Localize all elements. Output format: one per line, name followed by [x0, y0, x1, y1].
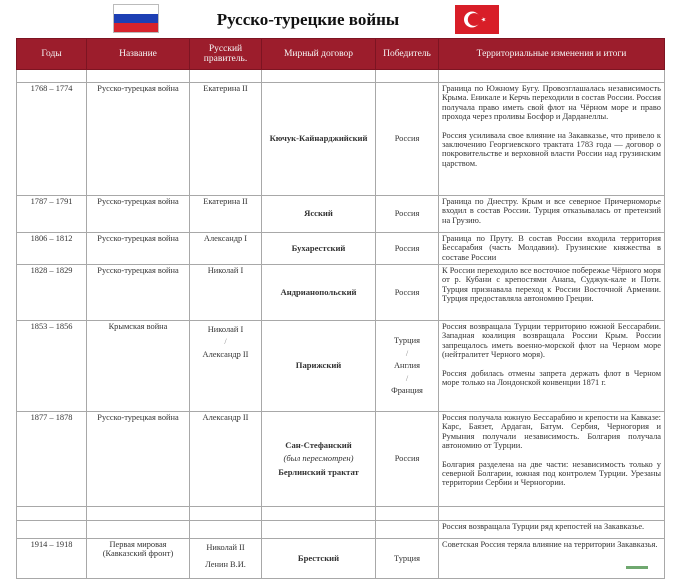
cell-treaty: Ясский: [262, 196, 376, 233]
winner-name: Турция: [394, 336, 420, 346]
treaty-name: Сан-Стефанский: [285, 439, 352, 450]
results-paragraph: К России переходило все восточное побережье Чёрного моря от р. Кубани с крепостями Анапа, Суджук-кале и Поти. Турция признавала переход к России Восточной Армении. Турция предоставляла автономию Греции.: [442, 266, 661, 304]
table-row: [17, 83, 665, 196]
cell-results: [439, 521, 665, 539]
cell-ruler: Николай I: [190, 265, 262, 321]
column-header-ruler: Русский правитель.: [190, 39, 262, 70]
slash-divider: /: [405, 373, 409, 383]
table-row: [17, 265, 665, 321]
cell-winner: Россия: [376, 83, 439, 196]
cell-years: 1914 – 1918: [17, 539, 87, 579]
results-paragraph: Россия возвращала Турции территорию южной Бессарабии. Западная коалиция возвращала России Крым. России запрещалось иметь военно-морской флот на Черном море (нейтралитет Черного моря).: [442, 322, 661, 360]
cell-ruler: Екатерина II: [190, 83, 262, 196]
russia-flag-icon: [113, 4, 159, 33]
cell-name: Русско-турецкая война: [87, 196, 190, 233]
ruler-name: Ленин В.И.: [205, 560, 246, 570]
spacer-row: [17, 507, 665, 521]
results-paragraph: Граница по Пруту. В состав России входила территория Бессарабия (часть Молдавии). Грузинские княжества в составе России: [442, 234, 661, 262]
table-row: [17, 321, 665, 412]
table-row: [17, 412, 665, 507]
table-row: [17, 539, 665, 579]
cell-years: 1787 – 1791: [17, 196, 87, 233]
cell-name: Русско-турецкая война: [87, 83, 190, 196]
cell-treaty: Андрианопольский: [262, 265, 376, 321]
cell-name: Русско-турецкая война: [87, 265, 190, 321]
page-title: Русско-турецкие войны: [216, 10, 400, 29]
cell-ruler: [190, 539, 262, 579]
ruler-name: Николай I: [207, 325, 244, 334]
cell-winner: Россия: [376, 233, 439, 265]
cell-winner: [376, 321, 439, 412]
cell-results: [439, 539, 665, 579]
cell-name: Первая мировая (Кавказский фронт): [87, 539, 190, 579]
results-paragraph: Граница по Южному Бугу. Провозглашалась независимость Крыма. Еникале и Керчь переходили в состав России. Россия получала право иметь свой флот на Чёрном море и право прохода через проливы Босфор и Дарданеллы.: [442, 84, 661, 122]
turkey-flag-icon: [455, 5, 499, 34]
cell-winner: Россия: [376, 412, 439, 507]
results-paragraph: Россия добилась отмены запрета держать флот в Черном море только на Лондонской конвенции 1871 г.: [442, 368, 661, 388]
table-header-row: [17, 39, 665, 70]
cell-results: [439, 412, 665, 507]
results-paragraph: Россия возвращала Турции ряд крепостей на Закавказье.: [442, 522, 645, 531]
cell-treaty: Парижский: [262, 321, 376, 412]
winner-name: Англия: [393, 361, 421, 371]
cell-results: [439, 196, 665, 233]
cell-results: [439, 265, 665, 321]
green-underline-decoration: [626, 566, 648, 569]
column-header-years: Годы: [17, 39, 87, 70]
cell-years: 1877 – 1878: [17, 412, 87, 507]
cell-results: [439, 83, 665, 196]
cell-years: 1828 – 1829: [17, 265, 87, 321]
cell-winner: Турция: [376, 539, 439, 579]
title-bar: [0, 0, 673, 38]
ruler-name: Александр II: [202, 349, 249, 359]
results-paragraph: Советская Россия теряла влияние на территории Закавказья.: [442, 540, 658, 549]
cell-results: [439, 321, 665, 412]
results-paragraph: Болгария разделена на две части: независимость только у северной Болгарии, южная под контролем Турции. Урезаны территории Сербии и Черногории.: [442, 459, 661, 488]
column-header-results: Территориальные изменения и итоги: [439, 39, 665, 70]
results-paragraph: Граница по Днестру. Крым и все северное Причерноморье входил в состав России. Турция отказывалась от претензий на Грузию.: [442, 197, 661, 225]
cell-ruler: Александр I: [190, 233, 262, 265]
column-header-treaty: Мирный договор: [262, 39, 376, 70]
slash-divider: /: [224, 337, 227, 347]
cell-years: 1768 – 1774: [17, 83, 87, 196]
cell-results: [439, 233, 665, 265]
cell-years: 1853 – 1856: [17, 321, 87, 412]
wars-table: [16, 38, 665, 579]
cell-treaty: Кючук-Кайнарджийский: [262, 83, 376, 196]
cell-name: Русско-турецкая война: [87, 233, 190, 265]
cell-treaty: [262, 412, 376, 507]
results-paragraph: Россия усиливала свое влияние на Закавказье, что привело к заключению Георгиевского трактата 1783 года — договор о покровительстве и верховной власти России над грузинским царством.: [442, 130, 661, 168]
slash-divider: /: [405, 348, 409, 358]
cell-winner: Россия: [376, 265, 439, 321]
cell-treaty: Бухарестский: [262, 233, 376, 265]
cell-ruler: Александр II: [190, 412, 262, 507]
column-header-winner: Победитель: [376, 39, 439, 70]
treaty-note: (был пересмотрен): [283, 453, 354, 464]
cell-ruler: [190, 321, 262, 412]
ruler-name: Николай II: [206, 543, 245, 552]
treaty-name: Берлинский трактат: [278, 466, 359, 477]
cell-ruler: Екатерина II: [190, 196, 262, 233]
winner-name: Франция: [391, 386, 423, 396]
column-header-name: Название: [87, 39, 190, 70]
table-row: [17, 233, 665, 265]
cell-name: Русско-турецкая война: [87, 412, 190, 507]
cell-winner: Россия: [376, 196, 439, 233]
table-row: [17, 521, 665, 539]
spacer-row: [17, 70, 665, 83]
table-row: [17, 196, 665, 233]
cell-name: Крымская война: [87, 321, 190, 412]
cell-treaty: Брестский: [262, 539, 376, 579]
results-paragraph: Россия получала южную Бессарабию и крепости на Кавказе: Карс, Баязет, Ардаган, Батум. Сербия, Черногория и Румыния получали независимость. Болгария получала автономию от Турции.: [442, 413, 661, 451]
cell-years: 1806 – 1812: [17, 233, 87, 265]
